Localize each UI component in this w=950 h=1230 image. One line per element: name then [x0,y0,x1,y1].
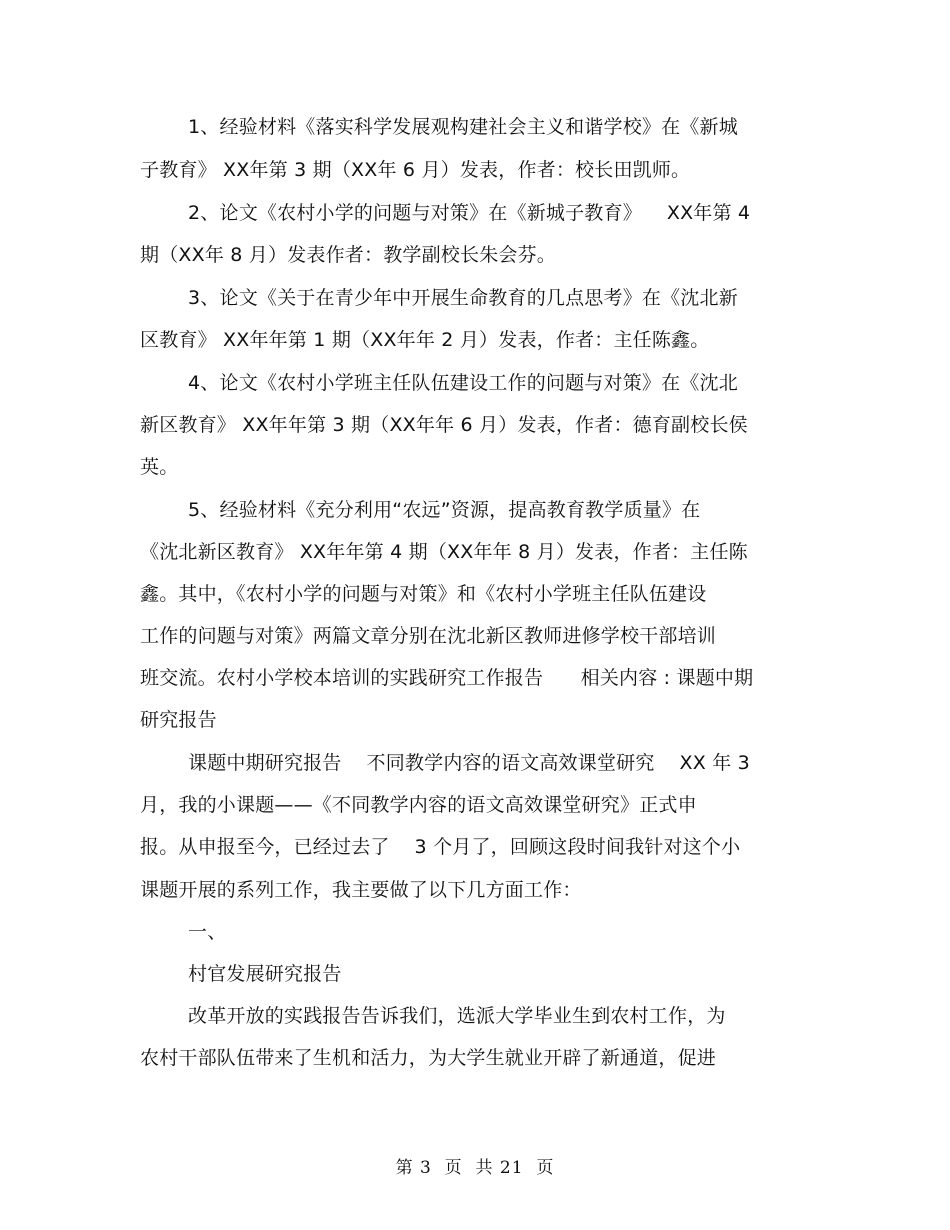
text-line: 一、 [188,921,227,943]
text-line: 5、经验材料《充分利用“农远”资源，提高教育教学质量》在 [188,499,701,521]
text-line: 班交流。农村小学校本培训的实践研究工作报告 相关内容 : 课题中期 [140,667,754,689]
text-line: 《沈北新区教育》 XX年年第 4 期（XX年年 8 月）发表，作者：主任陈 [140,541,748,563]
text-line: 报。从申报至今，已经过去了 3 个月了，回顾这段时间我针对这个小 [140,836,741,858]
text-line: 4、论文《农村小学班主任队伍建设工作的问题与对策》在《沈北 [188,372,738,394]
text-line: 课题中期研究报告 不同教学内容的语文高效课堂研究 XX 年 3 [188,752,750,774]
text-line: 农村干部队伍带来了生机和活力，为大学生就业开辟了新通道，促进 [140,1047,717,1069]
text-line: 期（XX年 8 月）发表作者：教学副校长朱会芬。 [140,244,557,266]
text-line: 1、经验材料《落实科学发展观构建社会主义和谐学校》在《新城 [188,116,738,138]
text-line: 鑫。其中，《农村小学的问题与对策》和《农村小学班主任队伍建设 [140,583,707,605]
text-line: 英。 [140,456,179,478]
text-line: 研究报告 [140,709,217,731]
text-line: 村官发展研究报告 [188,963,342,985]
text-line: 子教育》 XX年第 3 期（XX年 6 月）发表，作者：校长田凯师。 [140,159,691,181]
text-line: 3、论文《关于在青少年中开展生命教育的几点思考》在《沈北新 [188,287,738,309]
text-line: 工作的问题与对策》两篇文章分别在沈北新区教师进修学校干部培训 [140,625,717,647]
page-number-footer: 第 3 页 共 21 页 [395,1158,555,1178]
text-line: 课题开展的系列工作，我主要做了以下几方面工作： [140,879,582,901]
text-line: 区教育》 XX年年第 1 期（XX年年 2 月）发表，作者：主任陈鑫。 [140,329,710,351]
text-line: 改革开放的实践报告告诉我们，选派大学毕业生到农村工作，为 [188,1005,726,1027]
text-line: 2、论文《农村小学的问题与对策》在《新城子教育》 XX年第 4 [188,202,751,224]
text-line: 新区教育》 XX年年第 3 期（XX年年 6 月）发表，作者：德育副校长侯 [140,414,748,436]
text-line: 月，我的小课题——《不同教学内容的语文高效课堂研究》正式申 [140,794,697,816]
